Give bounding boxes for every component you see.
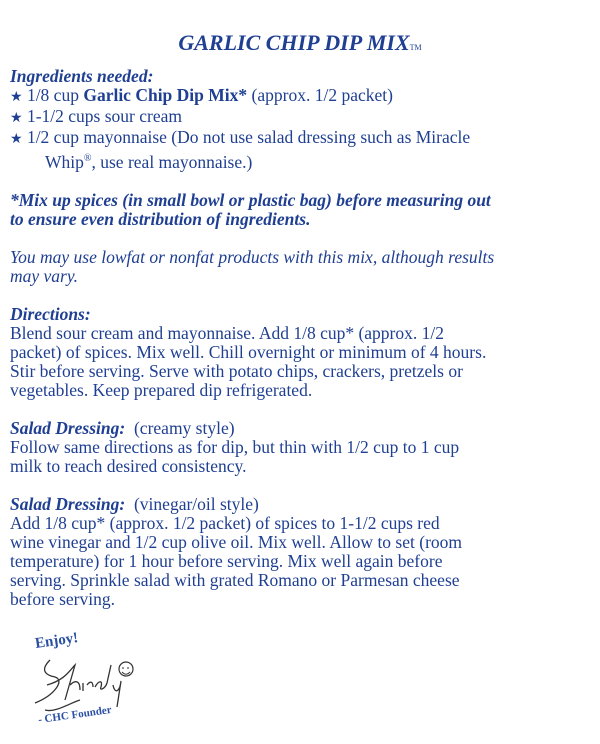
lowfat-note: may vary. [10,265,79,286]
creamy-line: milk to reach desired consistency. [10,455,247,476]
creamy-heading [10,419,595,438]
product-name: Garlic Chip Dip Mix* [83,85,248,105]
vinegar-line: wine vinegar and 1/2 cup olive oil. Mix well. Allow to set (room [10,531,463,552]
star-icon: ★ [10,111,23,126]
vinegar-line: Add 1/8 cup* (approx. 1/2 packet) of spices to 1-1/2 cups red [10,512,440,533]
creamy-line: Follow same directions as for dip, but thin with 1/2 cup to 1 cup [10,436,460,457]
text: 1-1/2 cups sour cream [26,106,182,126]
directions-line: vegetables. Keep prepared dip refrigerated. [10,379,313,400]
ingredient-item-continued [10,149,595,172]
text: , use real mayonnaise.) [91,151,253,172]
directions-line: packet) of spices. Mix well. Chill overnight or minimum of 4 hours. [10,341,487,362]
directions-line: Blend sour cream and mayonnaise. Add 1/8 cup* (approx. 1/2 [10,322,444,343]
vinegar-line: serving. Sprinkle salad with grated Romano or Parmesan cheese [10,569,460,590]
ingredient-item [10,107,595,128]
style: (creamy style) [133,417,235,438]
text: (approx. 1/2 packet) [247,85,393,105]
text: 1/8 cup [26,85,84,105]
recipe-body [10,67,595,609]
star-icon: ★ [10,132,23,147]
enjoy-text: Enjoy! [34,630,80,652]
heading: Salad Dressing: [10,493,126,514]
registered-mark: ® [83,153,92,164]
ingredient-item [10,128,595,149]
directions-line: Stir before serving. Serve with potato chips, crackers, pretzels or [10,360,463,381]
vinegar-heading [10,495,595,514]
lowfat-note: You may use lowfat or nonfat products with this mix, although results [10,246,495,267]
ingredients-heading: Ingredients needed: [10,66,154,86]
trademark: TM [409,43,422,52]
title-text: GARLIC CHIP DIP MIX [178,30,410,55]
vinegar-line: before serving. [10,588,115,609]
star-icon: ★ [10,90,23,105]
heading: Salad Dressing: [10,417,126,438]
founder-text: - CHC Founder [37,703,113,727]
page-title [0,30,600,61]
mix-note: *Mix up spices (in small bowl or plastic bag) before measuring out [10,189,491,210]
ingredient-item [10,86,595,107]
text: Whip [45,151,84,172]
directions-heading: Directions: [10,303,91,324]
style: (vinegar/oil style) [133,493,259,514]
vinegar-line: temperature) for 1 hour before serving. Mix well again before [10,550,443,571]
text: 1/2 cup mayonnaise (Do not use salad dressing such as Miracle [26,127,471,147]
mix-note: to ensure even distribution of ingredients. [10,208,311,229]
